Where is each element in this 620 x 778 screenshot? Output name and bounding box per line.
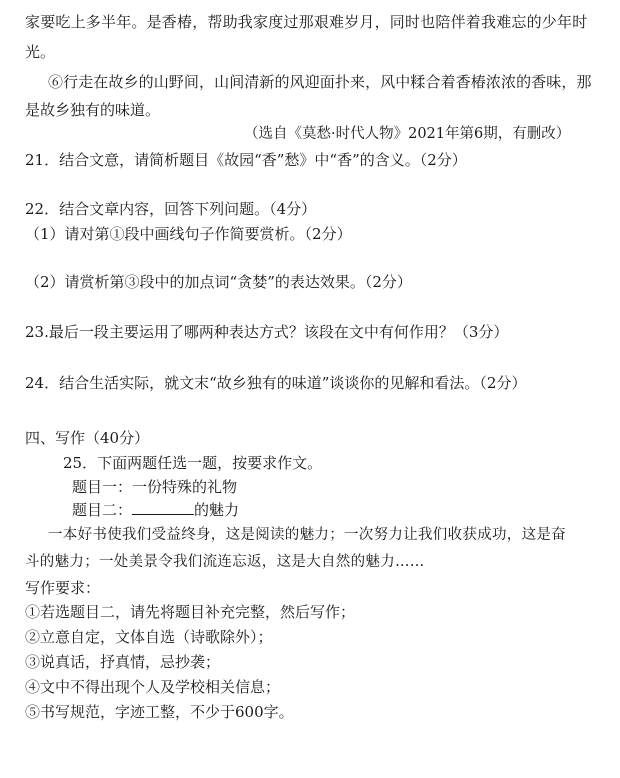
passage-line-1: 家要吃上多半年。是香椿，帮助我家度过那艰难岁月，同时也陪伴着我难忘的少年时	[25, 13, 588, 31]
topic-2-blank	[132, 500, 194, 515]
paragraph-6-line-1: ⑥行走在故乡的山野间，山间清新的风迎面扑来，风中糅合着香椿浓浓的香味，那	[48, 73, 592, 91]
writing-section-title: 四、写作（40分）	[25, 429, 150, 447]
topic-2-suffix: 的魅力	[194, 501, 240, 519]
question-21: 21．结合文意，请简析题目《故园“香”愁》中“香”的含义。（2分）	[25, 151, 467, 169]
paragraph-6-line-2: 是故乡独有的味道。	[25, 101, 161, 119]
prompt-line-2: 斗的魅力；一处美景令我们流连忘返，这是大自然的魅力……	[25, 554, 425, 570]
topic-2-prefix: 题目二：	[72, 501, 133, 519]
requirements-title: 写作要求：	[25, 579, 101, 597]
requirement-2: ②立意自定，文体自选（诗歌除外）；	[25, 628, 273, 646]
requirement-5: ⑤书写规范，字迹工整，不少于600字。	[25, 703, 294, 721]
question-22-1: （1）请对第①段中画线句子作简要赏析。（2分）	[25, 225, 352, 243]
prompt-line-1: 一本好书使我们受益终身，这是阅读的魅力；一次努力让我们收获成功，这是奋	[48, 527, 566, 543]
requirement-4: ④文中不得出现个人及学校相关信息；	[25, 678, 281, 696]
topic-1: 题目一：一份特殊的礼物	[72, 478, 238, 496]
passage-line-2: 光。	[25, 43, 56, 61]
topic-2	[72, 500, 239, 520]
question-25: 25．下面两题任选一题，按要求作文。	[63, 454, 323, 472]
requirement-1: ①若选题目二，请先将题目补充完整，然后写作；	[25, 603, 356, 621]
source-citation: （选自《莫愁·时代人物》2021年第6期，有删改）	[244, 126, 571, 142]
requirement-3: ③说真话，抒真情，忌抄袭；	[25, 653, 221, 671]
question-22-2: （2）请赏析第③段中的加点词“贪婪”的表达效果。（2分）	[25, 273, 412, 291]
question-24: 24．结合生活实际，就文末“故乡独有的味道”谈谈你的见解和看法。（2分）	[25, 374, 527, 392]
question-23: 23.最后一段主要运用了哪两种表达方式？该段在文中有何作用？（3分）	[25, 323, 509, 341]
question-22: 22．结合文章内容，回答下列问题。（4分）	[25, 200, 317, 218]
